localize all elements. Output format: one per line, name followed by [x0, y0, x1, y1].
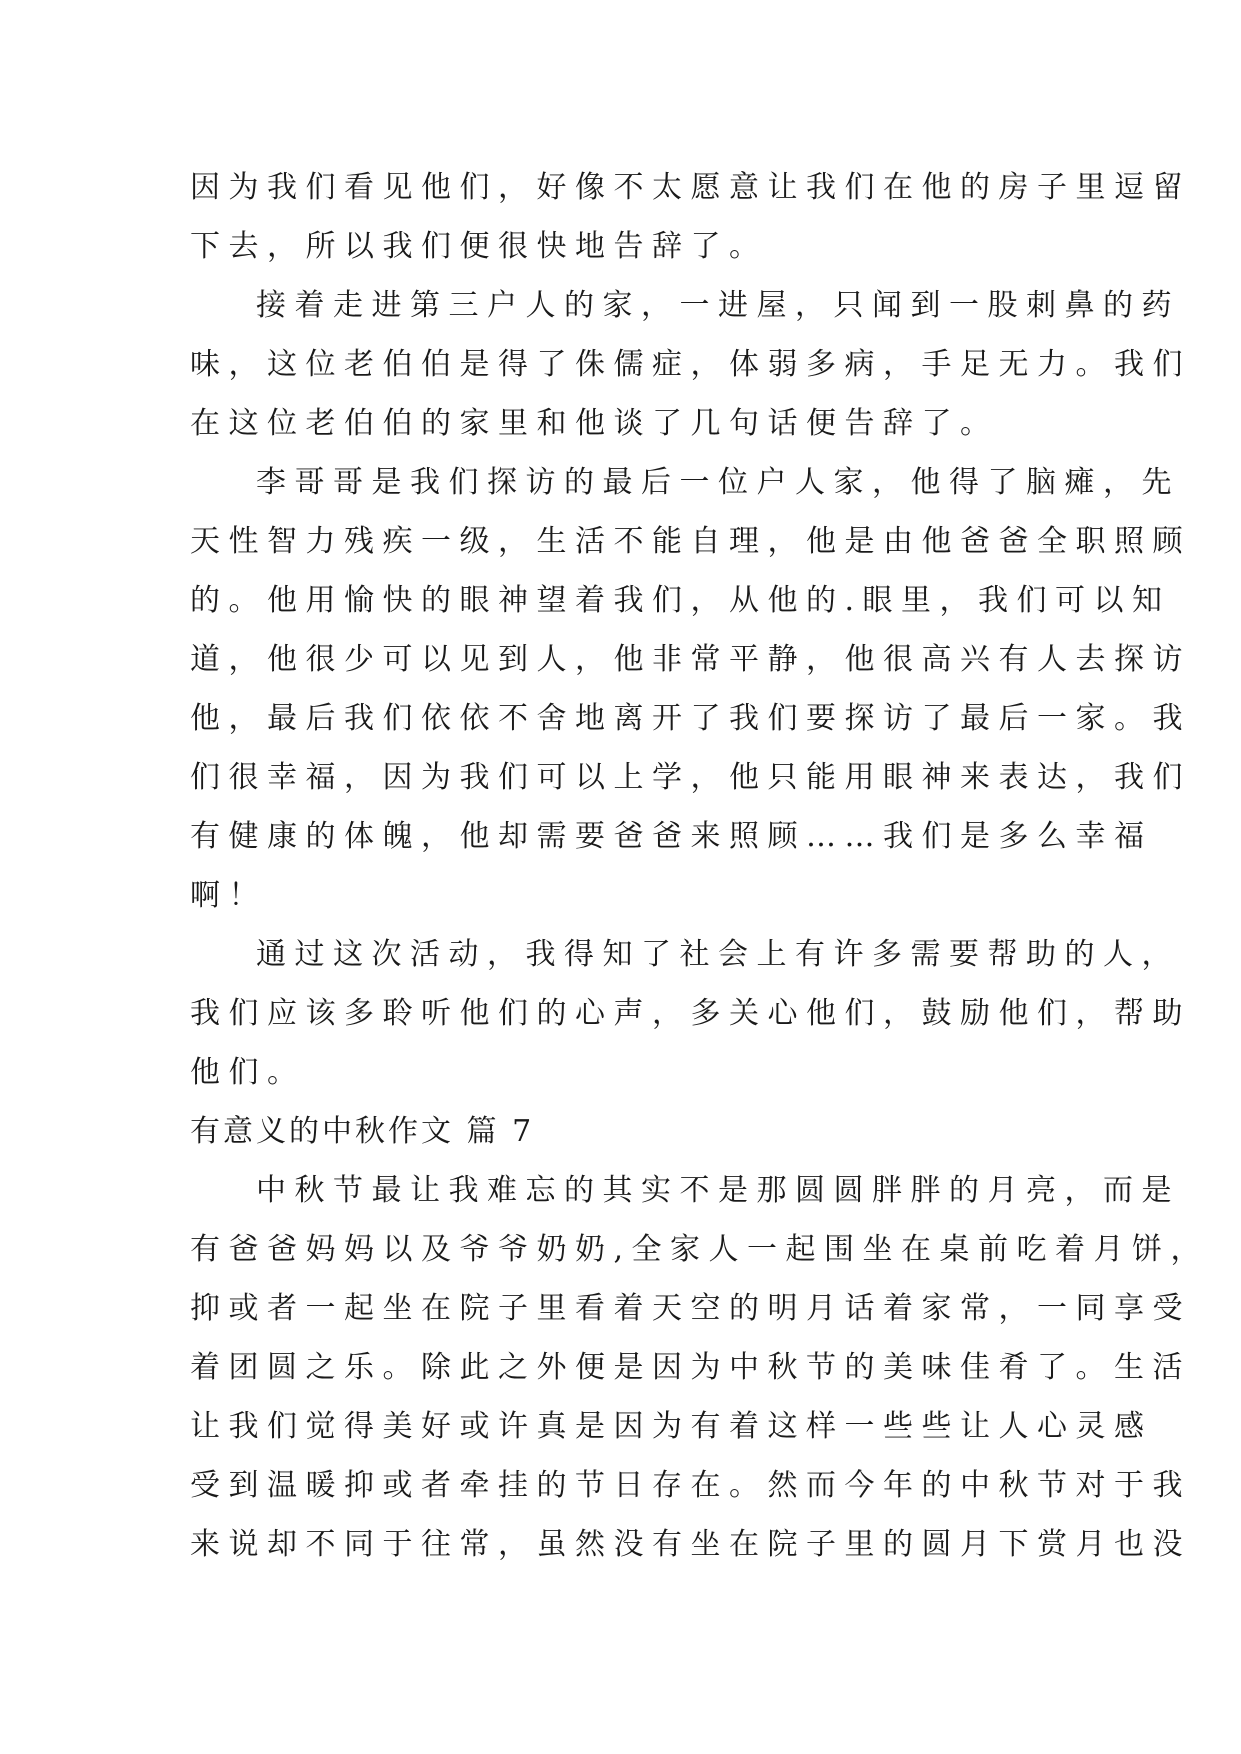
paragraph-2	[190, 276, 1191, 453]
text-line: 来说却不同于往常，虽然没有坐在院子里的圆月下赏月也没	[190, 1527, 1191, 1562]
text-line: 他，最后我们依依不舍地离开了我们要探访了最后一家。我	[190, 701, 1191, 736]
paragraph-1	[190, 158, 1191, 276]
text-line: 下去，所以我们便很快地告辞了。	[190, 229, 768, 264]
text-line: 接着走进第三户人的家，一进屋，只闻到一股刺鼻的药	[256, 288, 1180, 323]
text-line: 着团圆之乐。除此之外便是因为中秋节的美味佳肴了。生活	[190, 1350, 1191, 1385]
text-line: 中秋节最让我难忘的其实不是那圆圆胖胖的月亮，而是	[256, 1173, 1180, 1208]
text-line: 受到温暖抑或者牵挂的节日存在。然而今年的中秋节对于我	[190, 1468, 1191, 1503]
section-title: 有意义的中秋作文 篇 7	[190, 1114, 535, 1149]
text-line: 啊！	[190, 878, 267, 913]
text-line: 我们应该多聆听他们的心声，多关心他们，鼓励他们，帮助	[190, 996, 1191, 1031]
text-line: 他们。	[190, 1055, 306, 1090]
text-line: 抑或者一起坐在院子里看着天空的明月话着家常，一同享受	[190, 1291, 1191, 1326]
text-line: 通过这次活动，我得知了社会上有许多需要帮助的人，	[256, 937, 1180, 972]
text-line: 有健康的体魄，他却需要爸爸来照顾……我们是多么幸福	[190, 819, 1153, 854]
text-line: 因为我们看见他们，好像不太愿意让我们在他的房子里逗留	[190, 170, 1191, 205]
text-line: 有爸爸妈妈以及爷爷奶奶,全家人一起围坐在桌前吃着月饼，	[190, 1232, 1210, 1267]
text-line: 们很幸福，因为我们可以上学，他只能用眼神来表达，我们	[190, 760, 1191, 795]
document-page	[190, 158, 1210, 1574]
text-line: 在这位老伯伯的家里和他谈了几句话便告辞了。	[190, 406, 999, 441]
text-line: 的。他用愉快的眼神望着我们，从他的.眼里，我们可以知	[190, 583, 1171, 618]
section-paragraph	[190, 1161, 1210, 1574]
text-line: 李哥哥是我们探访的最后一位户人家，他得了脑瘫，先	[256, 465, 1180, 500]
text-line: 道，他很少可以见到人，他非常平静，他很高兴有人去探访	[190, 642, 1191, 677]
paragraph-4	[190, 925, 1191, 1102]
text-line: 天性智力残疾一级，生活不能自理，他是由他爸爸全职照顾	[190, 524, 1191, 559]
text-line: 味，这位老伯伯是得了侏儒症，体弱多病，手足无力。我们	[190, 347, 1191, 382]
text-line: 让我们觉得美好或许真是因为有着这样一些些让人心灵感	[190, 1409, 1153, 1444]
paragraph-3	[190, 453, 1191, 925]
